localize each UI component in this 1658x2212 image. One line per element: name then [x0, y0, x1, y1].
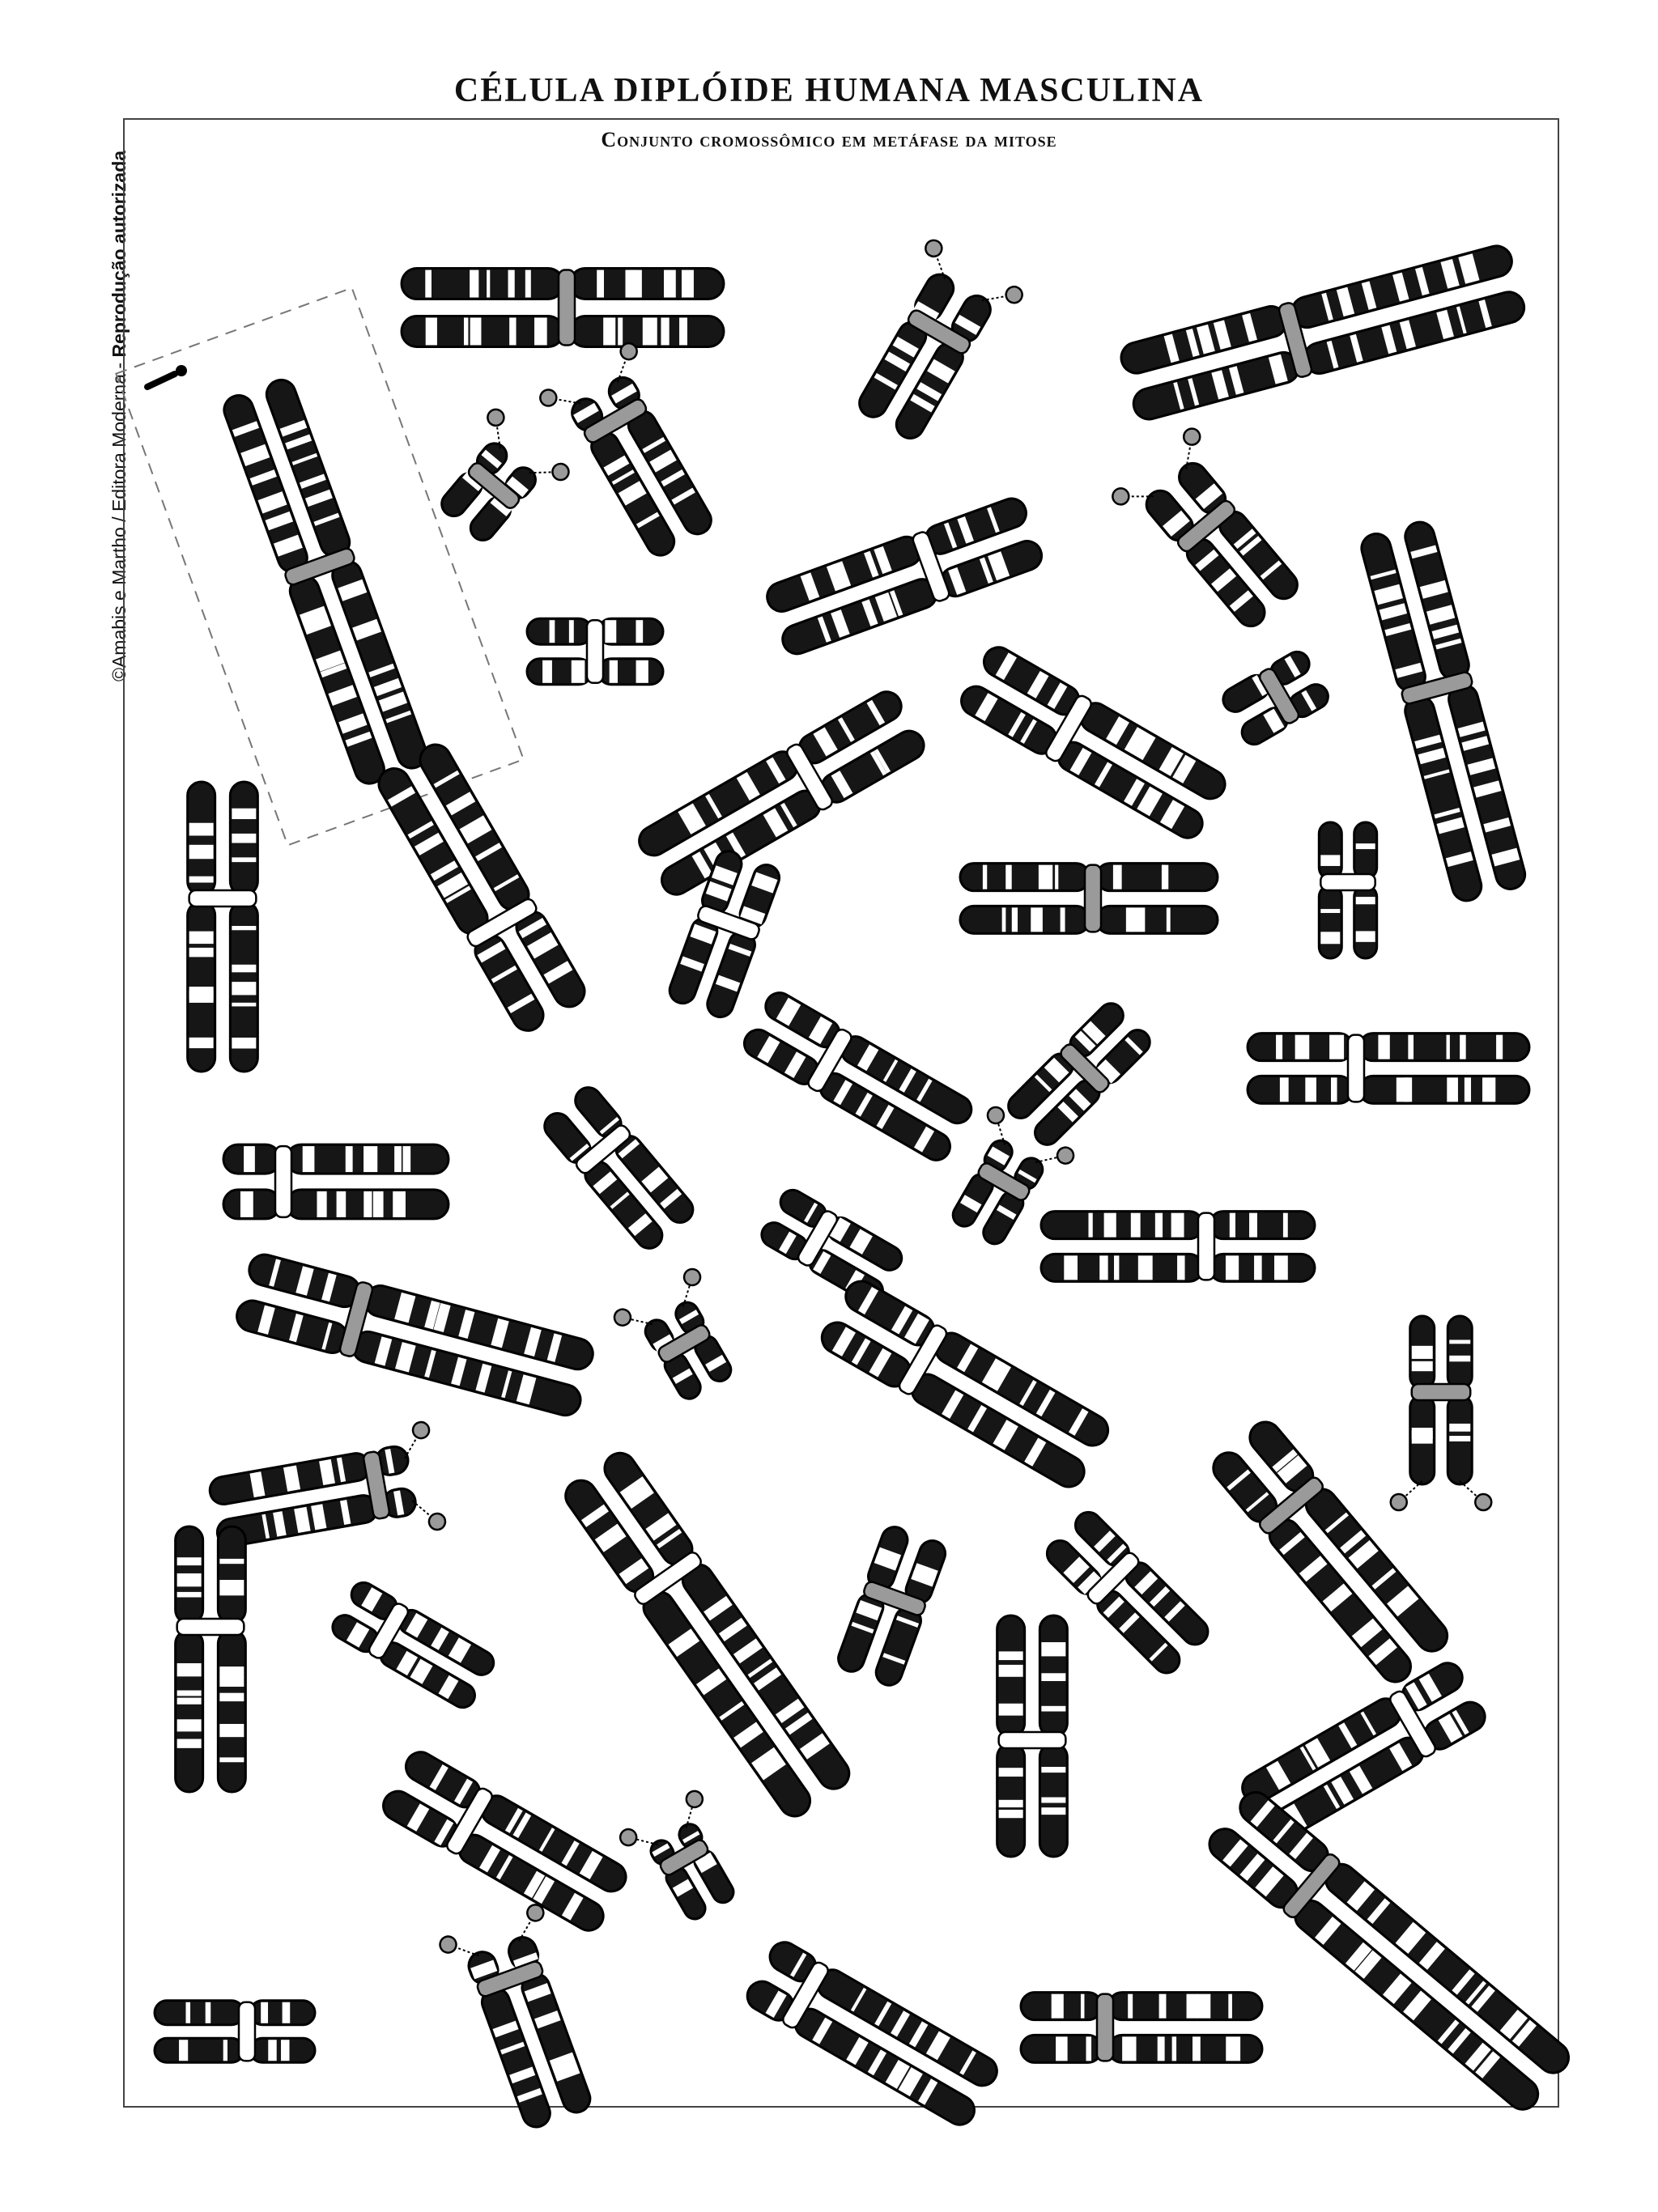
chromosome-band — [1131, 907, 1145, 932]
chromosome-band — [1155, 1213, 1163, 1238]
chromatid-arm — [233, 1297, 351, 1356]
chromosome — [757, 1186, 906, 1307]
centromere — [559, 270, 575, 346]
chromosome-band — [1356, 931, 1375, 941]
chromosome-band — [1254, 1255, 1262, 1280]
chromosome-band — [232, 1038, 256, 1048]
satellite — [1475, 1494, 1491, 1510]
copyright-icon: © — [108, 668, 130, 681]
chromosome-band — [426, 317, 437, 345]
chromosome-band — [999, 1800, 1023, 1807]
page-title: CÉLULA DIPLÓIDE HUMANA MASCULINA — [453, 72, 1205, 109]
chromosome-band — [177, 1557, 202, 1565]
chromosome-band — [1449, 1436, 1470, 1441]
chromatid-arm — [527, 618, 592, 644]
chromosome — [1109, 426, 1317, 644]
chromosome-band — [636, 620, 643, 643]
chromosome-band — [189, 948, 214, 957]
chromosome-band — [1041, 1767, 1065, 1773]
chromosome-band — [1449, 1340, 1470, 1344]
chromosome-band — [219, 1666, 244, 1678]
chromosome-band — [682, 270, 694, 298]
chromosome-band — [999, 1704, 1023, 1716]
chromosome-band — [470, 270, 478, 298]
chromosome-band — [487, 270, 490, 298]
chromosome-band — [1331, 1077, 1337, 1102]
chromosome — [960, 864, 1218, 934]
chromosome — [373, 739, 590, 1036]
chromosome-band — [610, 660, 618, 683]
chromosome — [997, 1615, 1068, 1857]
chromosome — [1118, 243, 1528, 422]
centromere — [275, 1146, 291, 1217]
chromosome-band — [999, 1768, 1023, 1777]
chromosome — [527, 618, 663, 685]
chromosome-band — [1496, 1035, 1503, 1059]
chromosome-band — [425, 270, 432, 298]
chromatid-arm — [218, 1526, 245, 1624]
chromosome-band — [1031, 907, 1043, 932]
chromosome-band — [1412, 1361, 1433, 1371]
chromosome — [835, 1523, 949, 1689]
credit-notice: Reprodução autorizada — [108, 150, 130, 358]
chromosome-band — [189, 932, 214, 944]
chromosome-band — [177, 1573, 202, 1586]
chromatid-arm — [1319, 885, 1341, 958]
chromosome-band — [261, 2002, 268, 2023]
chromosome — [223, 1144, 449, 1219]
chromosome — [1358, 519, 1528, 904]
chromosome-band — [1012, 907, 1018, 932]
chromatid-arm — [598, 659, 663, 685]
chromosome-band — [1005, 865, 1011, 889]
chromosome-band — [542, 660, 552, 683]
chromosome-band — [1159, 1994, 1167, 2019]
chromosome-band — [373, 1191, 384, 1217]
chromatid-arm — [960, 864, 1090, 891]
chromosome — [1203, 1786, 1575, 2116]
chromosome-band — [1305, 1077, 1316, 1102]
chromosome-band — [1041, 1798, 1065, 1803]
chromosome-band — [470, 317, 482, 345]
chromosome — [422, 406, 572, 558]
chromosome-band — [189, 823, 214, 836]
chromatid-arm — [155, 2038, 244, 2062]
chromosome — [155, 2001, 315, 2063]
chromosome-band — [346, 1146, 353, 1172]
credit-authors: Amabis e Martho / Editora Moderna - — [108, 357, 130, 669]
chromosome-band — [219, 1677, 244, 1687]
chromosome-band — [534, 317, 547, 345]
centromere — [189, 890, 257, 906]
chromosome-band — [1172, 2036, 1176, 2061]
chromosome-band — [1064, 1255, 1078, 1280]
chromosome-band — [1274, 1255, 1288, 1280]
chromosome-band — [1128, 1994, 1133, 2019]
chromosome — [1319, 822, 1376, 958]
chromosome-band — [219, 1580, 244, 1586]
chromosome-band — [464, 317, 468, 345]
chromosome-band — [1052, 1994, 1064, 2019]
chromosome-band — [679, 317, 687, 345]
chromosome-band — [1482, 1077, 1495, 1102]
chromatid-arm — [1354, 822, 1377, 879]
chromosome — [611, 1266, 751, 1412]
chromosome-band — [1104, 1213, 1116, 1238]
chromosome-band — [268, 2040, 276, 2061]
centromere — [177, 1619, 244, 1635]
chromosome-band — [1158, 2036, 1165, 2061]
chromosome — [618, 1788, 755, 1932]
chromosome-band — [525, 270, 531, 298]
chromatid-arm — [1354, 885, 1377, 958]
chromosome — [1218, 647, 1332, 749]
chromosome-band — [1086, 2036, 1091, 2061]
chromosome-band — [1041, 1673, 1065, 1681]
chromosome-band — [1460, 1035, 1466, 1059]
chromosome-band — [189, 1038, 214, 1048]
chromatid-arm — [155, 2001, 244, 2025]
chromosome-band — [189, 845, 214, 859]
chromosome-band — [1226, 1255, 1239, 1280]
chromosome-band — [1002, 907, 1006, 932]
satellite — [549, 461, 572, 483]
chromosome-band — [177, 1739, 202, 1748]
chromosome — [739, 987, 976, 1165]
chromatid-arm — [1209, 1212, 1315, 1239]
chromosome-band — [1056, 2036, 1067, 2061]
chromosome-band — [661, 317, 669, 345]
chromatid-arm — [1448, 1316, 1472, 1389]
chromosome-band — [219, 1724, 244, 1737]
centromere — [1085, 865, 1101, 932]
chromosome-band — [177, 1719, 202, 1731]
chromatid-arm — [176, 1630, 203, 1792]
chromosome — [1003, 999, 1154, 1150]
chromosome-band — [394, 1146, 402, 1172]
chromosome-band — [232, 926, 256, 930]
chromosome — [539, 1082, 698, 1254]
satellite — [984, 1104, 1006, 1126]
chromatid-arm — [1319, 822, 1341, 879]
centromere — [1320, 874, 1375, 890]
satellite — [683, 1788, 705, 1810]
chromosome-band — [1249, 1213, 1257, 1238]
chromosome-band — [508, 270, 515, 298]
chromosome-band — [337, 1191, 346, 1217]
chromosome-band — [244, 1146, 255, 1172]
chromosome — [634, 686, 929, 900]
chromosome-band — [363, 1146, 377, 1172]
chromosome-band — [303, 1146, 315, 1172]
chromosome-band — [1329, 1035, 1344, 1059]
chromosome-band — [1447, 1035, 1450, 1059]
chromosome-band — [1122, 2036, 1136, 2061]
chromosome-band — [1449, 1424, 1470, 1432]
chromosome-band — [1447, 1077, 1458, 1102]
chromosome-band — [1081, 1994, 1085, 2019]
chromosome-band — [1449, 1356, 1470, 1361]
centromere — [1198, 1213, 1214, 1280]
chromosome-band — [1114, 1255, 1119, 1280]
chromosome-band — [1187, 1994, 1198, 2019]
pointer-mark — [147, 365, 187, 387]
chromatid-arm — [218, 1630, 245, 1792]
satellite — [538, 387, 559, 409]
chromosome — [378, 1747, 631, 1936]
centromere — [999, 1732, 1066, 1748]
chromosome-band — [1295, 1035, 1310, 1059]
chromosome-band — [643, 317, 657, 345]
chromosome-band — [219, 1559, 244, 1564]
chromosome-band — [983, 865, 987, 889]
chromosome-band — [177, 1698, 202, 1705]
chromosome — [402, 269, 724, 347]
chromosome-band — [1088, 1213, 1092, 1238]
chromosome-band — [618, 317, 623, 345]
chromosome-band — [603, 317, 615, 345]
chromosome-band — [177, 1691, 202, 1696]
chromosome-band — [189, 877, 214, 883]
satellite — [923, 237, 945, 259]
chromosome-band — [1230, 1213, 1235, 1238]
chromosome-band — [1197, 1994, 1210, 2019]
chromosome-band — [232, 982, 256, 995]
chromosome — [742, 1937, 1002, 2130]
satellite — [1391, 1494, 1407, 1510]
chromosome-band — [1138, 1255, 1153, 1280]
chromatid-arm — [960, 906, 1090, 933]
chromosome-band — [1055, 865, 1058, 889]
chromosome-band — [223, 2040, 227, 2061]
satellite — [438, 1934, 459, 1955]
centromere — [239, 2002, 255, 2061]
chromosome-band — [1356, 897, 1375, 904]
satellite — [1003, 284, 1025, 306]
chromosome-band — [636, 660, 648, 683]
chromosome-band — [403, 1146, 411, 1172]
chromatid-arm — [1096, 906, 1218, 933]
chromosome-band — [509, 317, 516, 345]
chromosome-band — [1280, 1077, 1289, 1102]
centromere — [1097, 1994, 1113, 2061]
chromosome-band — [1041, 1642, 1065, 1656]
chromatid-arm — [1209, 1254, 1315, 1281]
chromosome-band — [232, 857, 256, 862]
chromosome-band — [393, 1191, 406, 1217]
chromosome-band — [219, 1757, 244, 1762]
chromosome — [1021, 1993, 1262, 2063]
centromere — [1348, 1035, 1364, 1102]
chromosome-band — [1131, 1213, 1141, 1238]
chromosome-band — [1113, 865, 1122, 889]
chromosome-band — [1228, 1994, 1232, 2019]
chromosome-band — [1465, 1077, 1471, 1102]
chromosome — [233, 1251, 596, 1419]
chromosome-band — [177, 1663, 202, 1676]
chromosome-band — [232, 834, 256, 843]
chromosome — [438, 1903, 613, 2138]
chromosome-band — [1320, 909, 1340, 913]
chromosome — [328, 1578, 498, 1712]
chromosome-band — [363, 1191, 372, 1217]
chromosome — [538, 341, 733, 571]
chromosome — [956, 642, 1231, 843]
chromosome-band — [999, 1810, 1023, 1818]
chromosome-band — [177, 1592, 202, 1598]
satellite — [611, 1306, 633, 1328]
chromosome-band — [1412, 1431, 1433, 1444]
chromosome-band — [1039, 865, 1052, 889]
satellite — [427, 1512, 446, 1531]
chromosome-band — [999, 1665, 1023, 1677]
chromosome-band — [1126, 907, 1132, 932]
chromosome-band — [597, 270, 604, 298]
chromatid-arm — [570, 269, 724, 299]
chromosome-band — [1276, 1035, 1282, 1059]
chromosome-band — [664, 270, 676, 298]
chromosome-band — [281, 2040, 289, 2061]
chromosome-band — [232, 1003, 256, 1007]
chromosome-band — [240, 1191, 253, 1217]
chromosome-band — [179, 2040, 188, 2061]
chromosome — [559, 1447, 855, 1823]
chromosome-band — [1171, 1213, 1184, 1238]
chromosome-band — [232, 809, 256, 819]
chromosome-band — [1356, 843, 1375, 849]
chromosome-band — [1061, 907, 1065, 932]
chromosome-band — [1167, 907, 1171, 932]
chromosome — [1391, 1316, 1492, 1510]
chromosome-band — [1320, 932, 1340, 944]
chromosome-band — [1162, 865, 1168, 889]
satellite — [411, 1420, 430, 1439]
chromosome-band — [628, 270, 642, 298]
centromere — [1412, 1384, 1471, 1400]
chromosome-band — [999, 1651, 1023, 1660]
chromosome — [220, 376, 431, 788]
chromosome-band — [1283, 1213, 1288, 1238]
chromosome-band — [219, 1586, 244, 1596]
chromosome-layer — [155, 237, 1575, 2138]
satellite — [618, 1826, 640, 1848]
chromosome-band — [1041, 1706, 1065, 1712]
chromosome-band — [1226, 2036, 1240, 2061]
chromosome-band — [569, 620, 574, 643]
page-subtitle: Conjunto cromossômico em metáfase da mitose — [601, 128, 1057, 151]
chromosome — [763, 495, 1046, 658]
chromosome-band — [189, 991, 214, 1003]
chromosome — [1041, 1212, 1315, 1282]
chromosome-band — [1404, 1077, 1412, 1102]
satellite — [484, 406, 507, 429]
chromosome-band — [572, 660, 585, 683]
chromosome-band — [1099, 1255, 1107, 1280]
chromosome — [1248, 1034, 1529, 1104]
chromosome-band — [605, 620, 616, 643]
chromosome-band — [1041, 1807, 1065, 1815]
chromosome-band — [206, 2002, 211, 2023]
chromosome-band — [185, 2002, 190, 2023]
chromosome-band — [317, 1191, 326, 1217]
chromosome — [838, 237, 1026, 453]
chromosome-band — [219, 1693, 244, 1701]
chromosome — [188, 782, 258, 1072]
chromosome-band — [1408, 1035, 1414, 1059]
satellite — [1180, 426, 1203, 448]
chromosome-band — [550, 620, 555, 643]
chromosome-band — [1412, 1346, 1433, 1359]
centromere — [587, 620, 603, 683]
chromosome-band — [1378, 1035, 1389, 1059]
satellite — [681, 1266, 703, 1288]
chromosome — [816, 1276, 1113, 1492]
chromosome-band — [283, 2002, 291, 2023]
satellite — [1054, 1144, 1076, 1166]
chromosome-band — [232, 965, 256, 973]
chromosome-band — [1320, 855, 1340, 866]
chromatid-arm — [1359, 1076, 1529, 1103]
satellite — [1109, 485, 1132, 507]
chromosome-band — [1177, 1255, 1184, 1280]
chromosome — [176, 1526, 246, 1792]
chromosome-band — [1192, 2036, 1201, 2061]
